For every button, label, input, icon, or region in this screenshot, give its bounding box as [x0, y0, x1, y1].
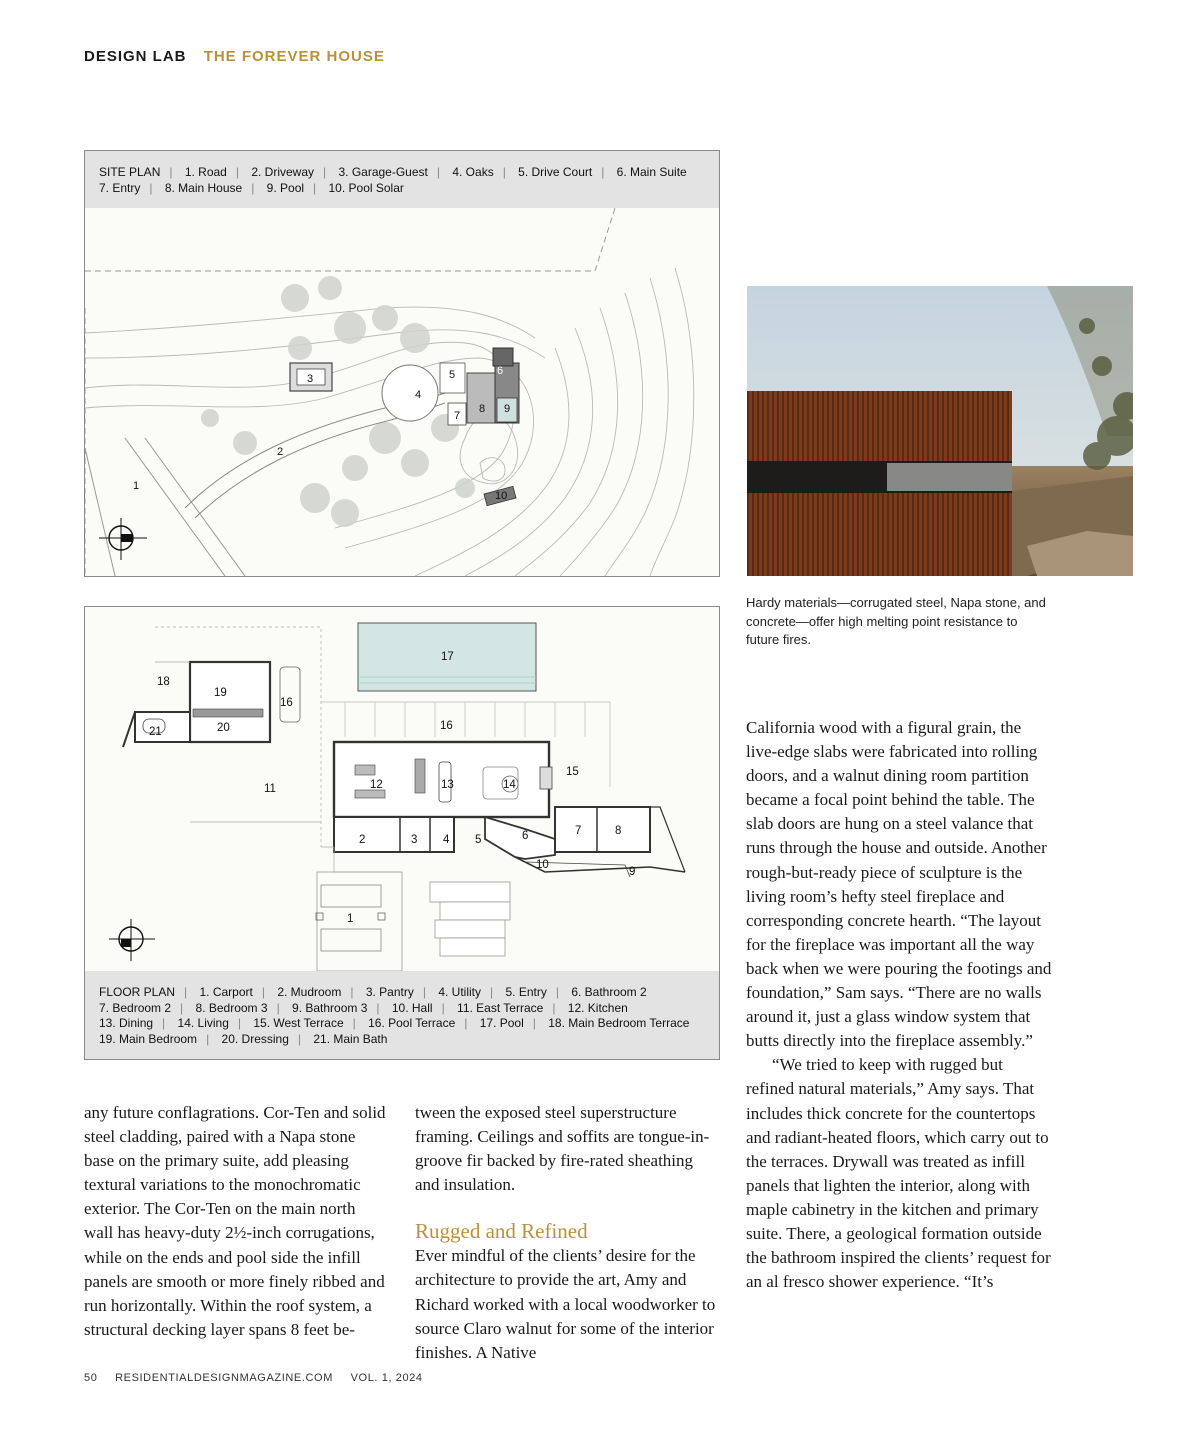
legend-item: 15. West Terrace	[253, 1016, 344, 1031]
article-column-1	[84, 1101, 386, 1342]
legend-item: 3. Pantry	[365, 985, 414, 999]
page-footer	[84, 1372, 437, 1384]
section-label: DESIGN LAB	[84, 48, 187, 65]
paragraph: tween the exposed steel superstructure framing. Ceilings and soffits are tongue-in-groove fir backed by fire-rated sheathing and insulation.	[415, 1103, 710, 1195]
site-label: 9	[504, 403, 511, 415]
floor-label: 5	[475, 834, 482, 846]
legend-item: 10. Hall	[391, 1000, 433, 1015]
legend-item: 6. Bathroom 2	[571, 985, 647, 999]
site-label: 6	[497, 365, 504, 377]
floor-label: 18	[157, 676, 170, 688]
floor-label: 21	[149, 726, 162, 738]
subheading: Rugged and Refined	[415, 1219, 588, 1244]
legend-item: 9. Pool	[266, 180, 305, 195]
paragraph: California wood with a figural grain, the live-edge slabs were fabricated into rolling doors, and a walnut dining room partition became a focal point behind the table. The slab doors are hung on a steel valance that runs through the house and outside. Another rough-but-ready piece of sculpture is the living room’s hefty steel fireplace and corresponding concrete hearth. “The layout for the fireplace was important all the way back when we were pouring the footings and foundation,” Sam says. “There are no walls around it, just a glass window system that butts directly into the fireplace assembly.”	[746, 718, 1052, 1051]
floor-label: 16	[280, 697, 293, 709]
page-number: 50	[84, 1372, 98, 1384]
floor-label: 10	[536, 859, 549, 871]
issue-label: VOL. 1, 2024	[350, 1372, 423, 1384]
paragraph: Ever mindful of the clients’ desire for the architecture to provide the art, Amy and Richard worked with a local woodworker to source Claro walnut for some of the interior finishes. A Native	[415, 1246, 716, 1362]
legend-item: 21. Main Bath	[313, 1031, 388, 1046]
floor-label: 4	[443, 834, 450, 846]
legend-item: 10. Pool Solar	[328, 180, 404, 195]
floor-label: 12	[370, 779, 383, 791]
legend-item: 14. Living	[177, 1016, 229, 1031]
legend-item: 2. Mudroom	[277, 985, 342, 999]
floor-label: 6	[522, 830, 529, 842]
site-label: 1	[133, 480, 140, 492]
site-plan-legend: SITE PLAN | 1. Road | 2. Driveway | 3. Garage-Guest | 4. Oaks | 5. Drive Court | 6. Main Suite 7. Entry | 8. Main House | 9. Pool | 10. Pool Solar	[85, 151, 719, 208]
main-house-plan	[334, 742, 685, 877]
floor-label: 14	[503, 779, 516, 791]
legend-item: 8. Bedroom 3	[195, 1000, 268, 1015]
road	[85, 438, 245, 576]
house-photo-illustration	[747, 286, 1133, 576]
legend-item: 5. Drive Court	[518, 165, 593, 179]
legend-item: 3. Garage-Guest	[338, 165, 428, 179]
magazine-site: RESIDENTIALDESIGNMAGAZINE.COM	[115, 1372, 333, 1384]
legend-item: 19. Main Bedroom	[99, 1031, 198, 1046]
floor-label: 3	[411, 834, 418, 846]
legend-item: 9. Bathroom 3	[292, 1000, 368, 1015]
drive-court	[382, 365, 438, 421]
floor-label: 13	[441, 779, 454, 791]
floor-label: 8	[615, 825, 622, 837]
carport	[316, 872, 402, 971]
floor-label: 20	[217, 722, 230, 734]
floor-label: 11	[264, 783, 276, 795]
stairs	[430, 882, 510, 956]
site-plan	[84, 150, 720, 577]
legend-item: 13. Dining	[99, 1016, 154, 1031]
legend-item: 11. East Terrace	[457, 1000, 544, 1015]
site-plan-drawing	[85, 208, 719, 576]
floor-plan-drawing	[85, 607, 719, 971]
legend-item: 12. Kitchen	[567, 1000, 628, 1015]
exterior-photo	[747, 286, 1133, 576]
page-header	[84, 48, 385, 65]
legend-item: 16. Pool Terrace	[368, 1016, 456, 1031]
legend-item: 1. Carport	[199, 985, 253, 999]
site-label: 3	[307, 373, 314, 385]
site-label: 7	[454, 410, 461, 422]
floor-label: 1	[347, 913, 354, 925]
site-label: 8	[479, 403, 486, 415]
legend-item: 2. Driveway	[251, 165, 315, 179]
floor-label: 9	[629, 866, 636, 878]
legend-item: 17. Pool	[479, 1016, 524, 1031]
legend-item: 5. Entry	[505, 985, 547, 999]
legend-item: 18. Main Bedroom Terrace	[548, 1016, 690, 1031]
site-label: 2	[277, 446, 284, 458]
site-label: 5	[449, 369, 456, 381]
legend-item: 20. Dressing	[221, 1031, 289, 1046]
site-label: 4	[415, 389, 422, 401]
paragraph: any future conflagrations. Cor-Ten and solid steel cladding, paired with a Napa stone base on the primary suite, add pleasing textural variations to the monochromatic exterior. The Cor-Ten on the main north wall has heavy-duty 2½-inch corrugations, while on the ends and pool side the infill panels are smooth or more finely ribbed and run horizontally. Within the roof system, a structural decking layer spans 8 feet be-	[84, 1103, 386, 1339]
floor-label: 17	[441, 651, 454, 663]
paragraph: “We tried to keep with rugged but refined natural materials,” Amy says. That includes thick concrete for the countertops and radiant-heated floors, which carry out to the terraces. Drywall was treated as infill panels that lighten the interior, along with maple cabinetry in the kitchen and primary suite. There, a geological formation outside the bathroom inspired the clients’ request for an al fresco shower experience. “It’s	[746, 1055, 1051, 1292]
legend-item: 1. Road	[184, 165, 227, 179]
legend-item: 8. Main House	[164, 180, 243, 195]
legend-item: 4. Oaks	[452, 165, 494, 179]
site-plan-title: SITE PLAN	[99, 165, 161, 179]
floor-label: 19	[214, 687, 227, 699]
floor-label: 15	[566, 766, 579, 778]
article-column-3	[746, 716, 1052, 1294]
floor-label: 7	[575, 825, 582, 837]
north-arrow-icon	[109, 919, 155, 961]
legend-item: 7. Bedroom 2	[99, 1000, 172, 1015]
article-column-2	[415, 1101, 720, 1365]
floor-plan	[84, 606, 720, 1060]
legend-item: 4. Utility	[438, 985, 482, 999]
photo-caption: Hardy materials—corrugated steel, Napa stone, and concrete—offer high melting point resistance to future fires.	[746, 595, 1046, 647]
floor-label: 2	[359, 834, 366, 846]
legend-item: 6. Main Suite	[616, 165, 687, 179]
floor-plan-legend: FLOOR PLAN | 1. Carport | 2. Mudroom | 3. Pantry | 4. Utility | 5. Entry | 6. Bathroom 2 7. Bedroom 2 | 8. Bedroom 3 | 9. Bathroom 3 | 10. Hall | 11. East Terrace | 12. Kitchen 13. Dining | 14. Living | 15. West Terrace | 16. Pool Terrace | 17. Pool | 18. Main Bedroom Terrace 19. Main Bedroom | 20. Dressing | 21. Main Bath	[85, 971, 719, 1059]
site-label: 10	[495, 490, 508, 502]
floor-plan-title: FLOOR PLAN	[99, 985, 176, 999]
feature-title: THE FOREVER HOUSE	[203, 48, 385, 65]
floor-label: 16	[440, 720, 453, 732]
legend-item: 7. Entry	[99, 180, 141, 195]
